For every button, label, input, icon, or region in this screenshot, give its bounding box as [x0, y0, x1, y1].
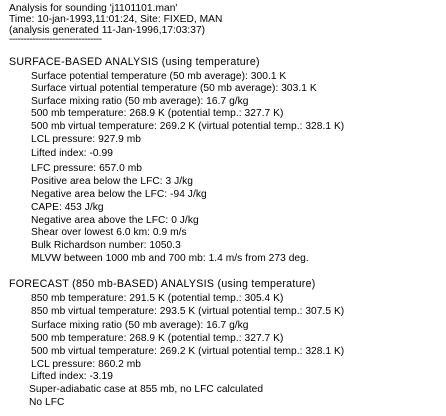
forecast-super-adiabatic-note: Super-adiabatic case at 855 mb, no LFC calculated	[29, 384, 264, 395]
surface-positive-area-below-lfc: Positive area below the LFC: 3 J/kg	[31, 176, 193, 187]
forecast-no-lfc: No LFC	[29, 397, 65, 408]
surface-mlvw: MLVW between 1000 mb and 700 mb: 1.4 m/s from 273 deg.	[31, 253, 309, 264]
surface-mixing-ratio: Surface mixing ratio (50 mb average): 16.7 g/kg	[31, 96, 249, 107]
forecast-500mb-virtual-temperature: 500 mb virtual temperature: 269.2 K (virtual potential temp.: 328.1 K)	[31, 346, 345, 357]
surface-virtual-potential-temperature: Surface virtual potential temperature (50 mb average): 303.1 K	[31, 83, 317, 94]
forecast-500mb-temperature: 500 mb temperature: 268.9 K (potential temp.: 327.7 K)	[31, 333, 284, 344]
surface-500mb-temperature: 500 mb temperature: 268.9 K (potential temp.: 327.7 K)	[31, 108, 284, 119]
forecast-lcl-pressure: LCL pressure: 860.2 mb	[31, 359, 142, 370]
surface-shear: Shear over lowest 6.0 km: 0.9 m/s	[31, 227, 187, 238]
forecast-lifted-index: Lifted index: -3.19	[31, 371, 113, 382]
forecast-850mb-virtual-temperature: 850 mb virtual temperature: 293.5 K (virtual potential temp.: 307.5 K)	[31, 306, 345, 317]
forecast-analysis-heading: FORECAST (850 mb-BASED) ANALYSIS (using temperature)	[9, 278, 316, 290]
surface-negative-area-above-lfc: Negative area above the LFC: 0 J/kg	[31, 215, 199, 226]
analysis-title: Analysis for sounding 'j1101101.man'	[9, 3, 178, 14]
surface-lcl-pressure: LCL pressure: 927.9 mb	[31, 134, 142, 145]
surface-cape: CAPE: 453 J/kg	[31, 202, 104, 213]
surface-lfc-pressure: LFC pressure: 657.0 mb	[31, 163, 142, 174]
separator-line: --------------------------------	[9, 34, 102, 45]
surface-lifted-index: Lifted index: -0.99	[31, 148, 113, 159]
surface-potential-temperature: Surface potential temperature (50 mb average): 300.1 K	[31, 71, 287, 82]
time-site-line: Time: 10-jan-1993,11:01:24, Site: FIXED, MAN	[9, 14, 223, 25]
generated-line: (analysis generated 11-Jan-1996,17:03:37)	[9, 25, 206, 36]
forecast-surface-mixing-ratio: Surface mixing ratio (50 mb average): 16.7 g/kg	[31, 320, 249, 331]
surface-analysis-heading: SURFACE-BASED ANALYSIS (using temperature)	[9, 56, 260, 68]
surface-negative-area-below-lfc: Negative area below the LFC: -94 J/kg	[31, 189, 207, 200]
surface-500mb-virtual-temperature: 500 mb virtual temperature: 269.2 K (virtual potential temp.: 328.1 K)	[31, 121, 345, 132]
surface-bulk-richardson-number: Bulk Richardson number: 1050.3	[31, 240, 181, 251]
forecast-850mb-temperature: 850 mb temperature: 291.5 K (potential temp.: 305.4 K)	[31, 293, 284, 304]
